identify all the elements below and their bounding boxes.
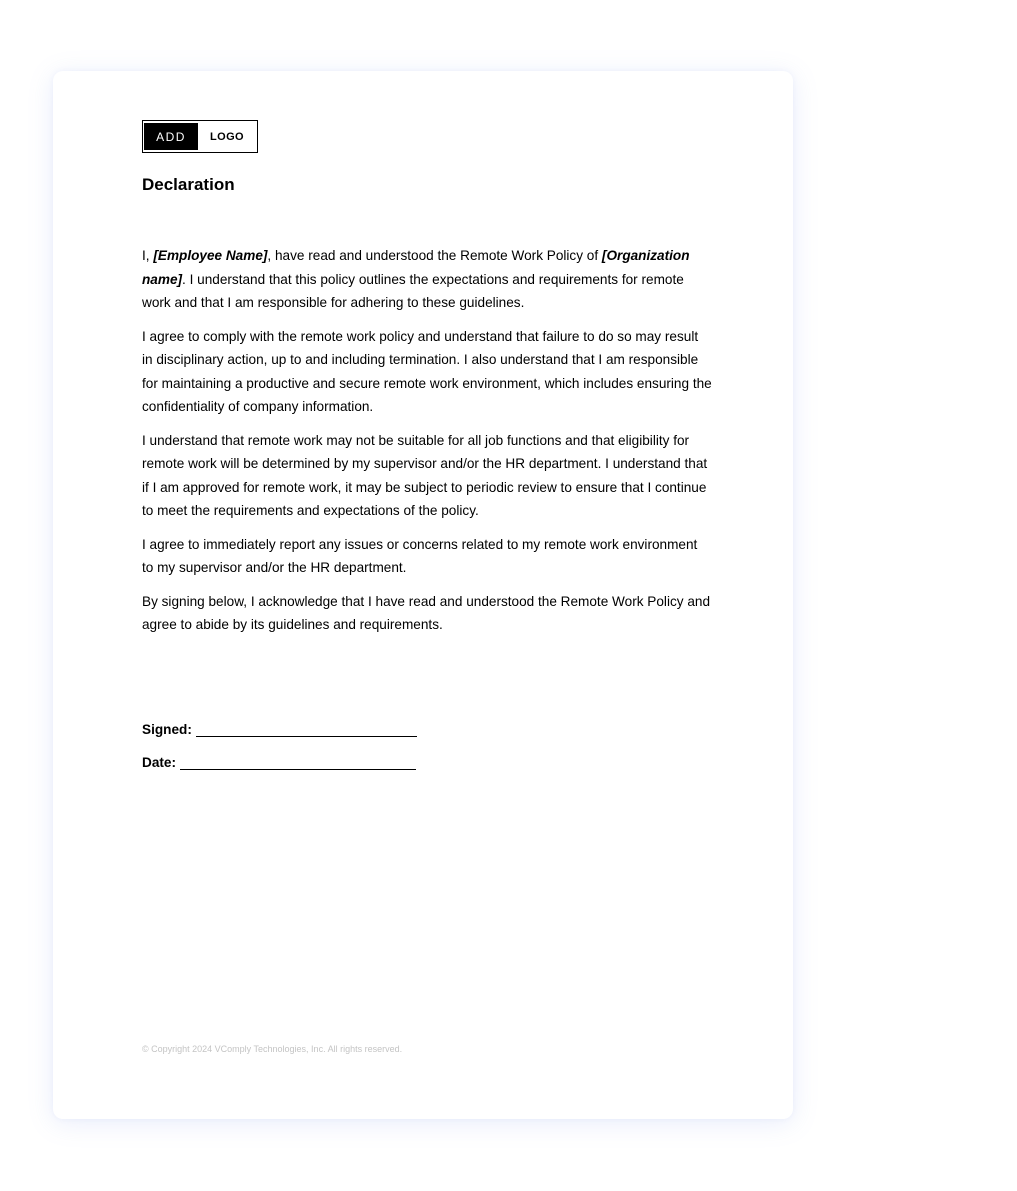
date-line bbox=[180, 755, 416, 770]
date-label: Date: bbox=[142, 754, 176, 770]
paragraph-5: By signing below, I acknowledge that I have read and understood the Remote Work Policy and agree to abide by its guidelines and requirements. bbox=[142, 593, 711, 632]
logo-placeholder bbox=[142, 120, 258, 153]
paragraph-1-part-2: , have read and understood the Remote Work Policy of bbox=[267, 248, 602, 263]
signature-block bbox=[142, 717, 712, 770]
paragraph-1-part-1: I, bbox=[142, 248, 154, 263]
logo-text: LOGO bbox=[210, 130, 244, 143]
page-title: Declaration bbox=[142, 175, 235, 194]
copyright-footer: © Copyright 2024 VComply Technologies, Inc. All rights reserved. bbox=[142, 1044, 403, 1054]
logo-add-label: ADD bbox=[144, 123, 198, 150]
document-content bbox=[142, 120, 712, 783]
paragraph-4: I agree to immediately report any issues or concerns related to my remote work environment to my supervisor and/or the HR department. bbox=[142, 536, 698, 575]
declaration-body bbox=[142, 244, 712, 637]
paragraph-2: I agree to comply with the remote work policy and understand that failure to do so may result in disciplinary action, up to and including termination. I also understand that I am responsible for maintaining a productive and secure remote work environment, which includes ensuring the confidentiality of company information. bbox=[142, 328, 712, 414]
signed-line bbox=[196, 722, 417, 737]
document-page bbox=[53, 71, 793, 1119]
employee-name-placeholder: [Employee Name] bbox=[153, 248, 268, 263]
organization-name-placeholder: [Organization name] bbox=[142, 248, 690, 287]
paragraph-1-part-3: . I understand that this policy outlines the expectations and requirements for remote work and that I am responsible for adhering to these guidelines. bbox=[142, 271, 684, 310]
signed-label: Signed: bbox=[142, 721, 192, 737]
paragraph-1 bbox=[142, 244, 712, 315]
signed-row bbox=[142, 717, 712, 737]
paragraph-3: I understand that remote work may not be suitable for all job functions and that eligibility for remote work will be determined by my supervisor and/or the HR department. I understand that if I am approved for remote work, it may be subject to periodic review to ensure that I continue to meet the requirements and expectations of the policy. bbox=[142, 432, 708, 518]
date-row bbox=[142, 750, 712, 770]
